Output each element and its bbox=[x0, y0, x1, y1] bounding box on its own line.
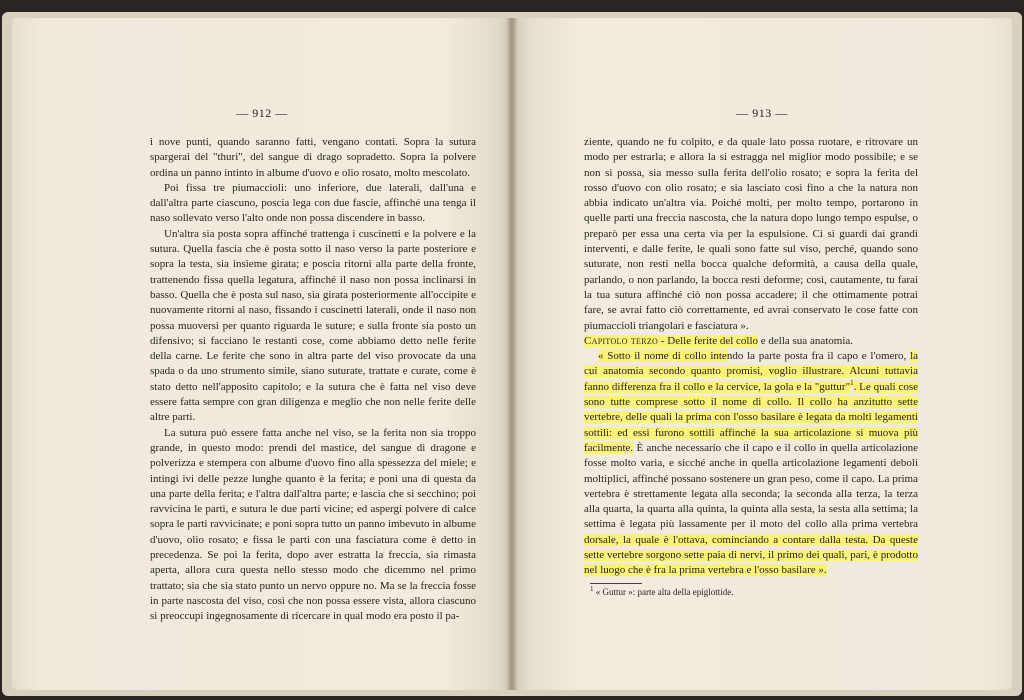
chapter-heading bbox=[584, 334, 918, 349]
paragraph: ziente, quando ne fu colpito, e da quale lato possa ruotare, e ritrovare un modo per estrarla; e allora la si estragga nel miglior modo possibile; e se non si possa, sia messo sulla ferita dell'olio rosato; e sopra la ferita del rosso d'uovo con olio rosato; e sia lasciato così fino a che la natura non abbia indicato un'altra via. Poiché molti, per molto tempo, portarono in quelle parti una freccia nascosta, che la natura dopo lungo tempo espulse, o preparò per essa una certa via per la espulsione. Ci si guardi dai grandi interventi, e dalle ferite, le quali sono fatte sul viso, perché, quando sono suturate, non resti nella bocca qualche deformità, a causa della quale, parlando, o non parlando, la bocca resti deforme; così, cautamente, tu farai la tua sutura affinché ciò non possa accadere; il che ottimamente potrai fare, se avrai fatto ciò correttamente, ed avrai conservato le cose fatte con piumaccioli triangolari e fasciatura ». bbox=[584, 136, 918, 332]
book-gutter bbox=[506, 18, 518, 690]
right-page-body bbox=[584, 135, 918, 598]
footnote-text: « Guttur »: parte alta della epiglottide. bbox=[593, 586, 734, 597]
plain-text: ndo la parte posta fra il capo e l'omero, bbox=[726, 350, 911, 363]
footnote-number: 1 bbox=[590, 584, 594, 593]
page-number-left: — 912 — bbox=[236, 106, 288, 120]
plain-text: È anche necessario che il capo e il collo in quella articolazione fosse molto varia, e sicché anche in quella articolazione legamenti deboli moltiplici, affinché possano sostenere un gran peso, come il capo. La prima vertebra è strettamente legata alla seconda; la seconda alla terza, la terza alla quarta, la quarta alla quinta, la quinta alla sesta, la sesta alla settima; la settima è legata più lassamente per il moto del collo alla prima vertebra bbox=[584, 441, 918, 531]
paragraph: i nove punti, quando saranno fatti, vengano contati. Sopra la sutura spargerai del "thuri", del sangue di drago sopradetto. Sopra la polvere ordina un panno intinto in albume d'uovo e olio rosato, molto mescolato. bbox=[150, 136, 476, 179]
highlighted-text: . Le quali cose sono tutte comprese sotto il nome di collo. Il collo ha anzitutto sette vertebre, delle quali la prima con l'osso basilare è legata da molti legamenti sottili: ed essi furono sottili affinché la sua articolazione si muova più facilmente. bbox=[584, 380, 918, 454]
left-page bbox=[12, 18, 512, 690]
paragraph: Poi fissa tre piumaccioli: uno inferiore, due laterali, dall'una e dall'altra parte ciascuno, poscia lega con due fascie, affinché una tenga il naso sollevato verso l'alto onde non possa discendere in basso. bbox=[150, 181, 476, 225]
highlighted-text: dorsale, la quale è l'ottava, cominciando a contare dalla testa. Da queste sette vertebre sorgono sette paia di nervi, il primo dei quali, pari, è prodotto nel luogo che è fra la prima vertebra e l'osso basilare ». bbox=[584, 533, 918, 577]
paragraph: Un'altra sia posta sopra affinché trattenga i cuscinetti e la polvere e la sutura. Quella fascia che è posta sotto il naso verso la parte posteriore e sopra la testa, sia insieme girata; e poscia ritorni alla parte della fronte, trattenendo fissa quella legatura, affinché il naso non possa inclinarsi in basso. Quella che è posta sul naso, sia girata posteriormente all'occipite e nuovamente ritorni al naso, fissando i cuscinetti laterali, onde il naso non possa muoversi per quanto riguarda le suture; e sulla fronte sia posto un difensivo; si facciano le restanti cose, come abbiamo detto nelle ferite della carne. Le ferite che sono in altra parte del viso provocate da una spada o da uno strumento simile, siano suturate, trattate e curate, come è stato detto nell'apposito capitolo; e la sutura che è fatta nel viso deve essere fatta sempre con gran diligenza e meglio che non nelle ferite delle altre parti. bbox=[150, 227, 476, 424]
highlighted-text: la cui anatomia secondo quanto promisi, voglio illustrare. Alcuni tuttavia fanno differenza fra il collo e la cervice, la gola e la "guttur" bbox=[584, 350, 919, 393]
paragraph: La sutura può essere fatta anche nel viso, se la ferita non sia troppo grande, in questo modo: prendi del mastice, del sangue di dragone e polverizza e stempera con albume d'uovo fino alla spessezza del miele; e intingi ivi delle pezze lunghe quanto è la ferita; e poni una di questa da una parte della ferita; e l'altra dall'altra parte; e lascia che si secchino; poi ravvicina le parti, e sutura le due parti vicine; ed aspergi polvere di calce sopra le parti ravvicinate; e poni sopra tutto un panno imbevuto in albume d'uovo, olio rosato; e fissa le parti con una fasciatura come è detto in precedenza. Se poi la ferita, dopo aver estratta la freccia, sia rimasta aperta, allora cura questa nello stesso modo che dicemmo nel primo trattato; sia che sia stato punto un nervo oppure no. Ma se la freccia fosse in parte nascosta del viso, così che non possa essere vista, allora ciascuno si preoccupi ingegnosamente di ricercare in qual modo era posto il pa- bbox=[150, 426, 476, 623]
chapter-title-rest: e della sua anatomia. bbox=[758, 334, 854, 347]
highlighted-text: « Sotto il nome di collo inte bbox=[598, 350, 727, 363]
chapter-heading-highlight bbox=[584, 335, 758, 347]
chapter-label: Capitolo terzo bbox=[584, 334, 659, 347]
footnote bbox=[584, 586, 918, 598]
chapter-title: - Delle ferite del collo bbox=[658, 334, 759, 347]
right-page bbox=[512, 18, 1012, 690]
left-page-body bbox=[150, 135, 476, 625]
page-number-right: — 913 — bbox=[736, 106, 788, 120]
footnote-reference: 1 bbox=[850, 379, 854, 388]
footnote-rule bbox=[590, 583, 642, 584]
chapter-paragraph bbox=[584, 349, 918, 578]
